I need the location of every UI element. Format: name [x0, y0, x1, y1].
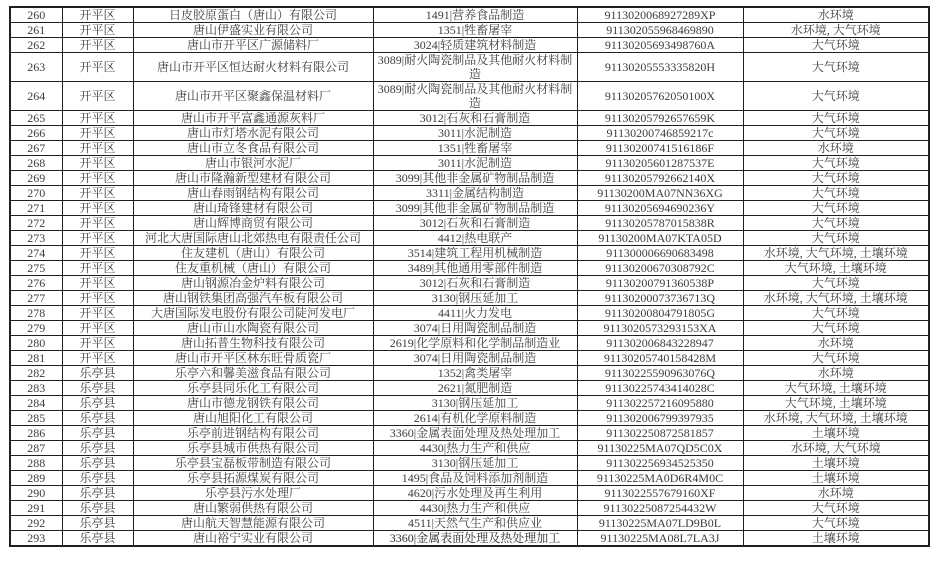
- company-name: 乐亭县城市供热有限公司: [133, 441, 373, 456]
- company-name: 住友重机械（唐山）有限公司: [133, 261, 373, 276]
- industry: 3360|金属表面处理及热处理加工: [373, 426, 577, 441]
- industry: 1495|食品及饲料添加剂制造: [373, 471, 577, 486]
- row-number: 273: [10, 231, 62, 246]
- env-category: 大气环境: [743, 216, 929, 231]
- env-category: 水环境: [743, 141, 929, 156]
- industry: 2621|氮肥制造: [373, 381, 577, 396]
- credit-code: 91130225MA07QD5C0X: [577, 441, 743, 456]
- env-category: 大气环境: [743, 171, 929, 186]
- credit-code: 911300006690683498: [577, 246, 743, 261]
- table-row: [10, 426, 929, 441]
- env-category: 大气环境: [743, 351, 929, 366]
- table-row: [10, 396, 929, 411]
- table-row: [10, 141, 929, 156]
- district: 开平区: [62, 53, 133, 82]
- table-row: [10, 82, 929, 111]
- district: 开平区: [62, 156, 133, 171]
- table-row: [10, 53, 929, 82]
- district: 开平区: [62, 231, 133, 246]
- table-row: [10, 111, 929, 126]
- env-category: 大气环境, 土壤环境: [743, 396, 929, 411]
- district: 乐亭县: [62, 396, 133, 411]
- table-row: [10, 126, 929, 141]
- company-name: 唐山旭阳化工有限公司: [133, 411, 373, 426]
- row-number: 270: [10, 186, 62, 201]
- company-name: 住友建机（唐山）有限公司: [133, 246, 373, 261]
- env-category: 大气环境: [743, 156, 929, 171]
- credit-code: 91130200670308792C: [577, 261, 743, 276]
- row-number: 274: [10, 246, 62, 261]
- credit-code: 91130225MA07LD9B0L: [577, 516, 743, 531]
- table-row: [10, 276, 929, 291]
- company-name: 大唐国际发电股份有限公司陡河发电厂: [133, 306, 373, 321]
- industry: 3024|轻质建筑材料制造: [373, 38, 577, 53]
- row-number: 264: [10, 82, 62, 111]
- env-category: 水环境, 大气环境, 土壤环境: [743, 291, 929, 306]
- company-name: 日皮胶原蛋白（唐山）有限公司: [133, 7, 373, 23]
- table-row: [10, 456, 929, 471]
- industry: 3130|钢压延加工: [373, 456, 577, 471]
- credit-code: 9113020068927289XP: [577, 7, 743, 23]
- credit-code: 91130205694690236Y: [577, 201, 743, 216]
- company-name: 唐山繁弱供热有限公司: [133, 501, 373, 516]
- table-row: [10, 291, 929, 306]
- row-number: 268: [10, 156, 62, 171]
- district: 开平区: [62, 336, 133, 351]
- district: 乐亭县: [62, 366, 133, 381]
- credit-code: 91130225743414028C: [577, 381, 743, 396]
- env-category: 水环境, 大气环境, 土壤环境: [743, 411, 929, 426]
- table-row: [10, 7, 929, 23]
- env-category: 水环境: [743, 366, 929, 381]
- credit-code: 91130200804791805G: [577, 306, 743, 321]
- industry: 3311|金属结构制造: [373, 186, 577, 201]
- company-name: 乐亭六和馨美滋食品有限公司: [133, 366, 373, 381]
- district: 乐亭县: [62, 501, 133, 516]
- credit-code: 91130205787015838R: [577, 216, 743, 231]
- table-row: [10, 486, 929, 501]
- credit-code: 91130225MA0D6R4M0C: [577, 471, 743, 486]
- company-name: 唐山市开平区恒达耐火材料有限公司: [133, 53, 373, 82]
- company-name: 唐山市开平区广源储料厂: [133, 38, 373, 53]
- company-name: 乐亭前进钢结构有限公司: [133, 426, 373, 441]
- row-number: 276: [10, 276, 62, 291]
- row-number: 290: [10, 486, 62, 501]
- env-category: 大气环境: [743, 501, 929, 516]
- credit-code: 9113022557679160XF: [577, 486, 743, 501]
- district: 乐亭县: [62, 471, 133, 486]
- district: 乐亭县: [62, 411, 133, 426]
- industry: 3011|水泥制造: [373, 156, 577, 171]
- credit-code: 91130205762050100X: [577, 82, 743, 111]
- industry: 4411|火力发电: [373, 306, 577, 321]
- industry: 3011|水泥制造: [373, 126, 577, 141]
- company-name: 唐山市立冬食品有限公司: [133, 141, 373, 156]
- company-name: 唐山拓普生物科技有限公司: [133, 336, 373, 351]
- row-number: 271: [10, 201, 62, 216]
- row-number: 292: [10, 516, 62, 531]
- table-row: [10, 186, 929, 201]
- table-row: [10, 261, 929, 276]
- env-category: 大气环境, 土壤环境: [743, 381, 929, 396]
- company-name: 乐亭县同乐化工有限公司: [133, 381, 373, 396]
- env-category: 土壤环境: [743, 456, 929, 471]
- industry: 1352|禽类屠宰: [373, 366, 577, 381]
- env-category: 水环境, 大气环境: [743, 23, 929, 38]
- table-row: [10, 531, 929, 547]
- table-row: [10, 321, 929, 336]
- credit-code: 91130200MA07NN36XG: [577, 186, 743, 201]
- env-category: 大气环境: [743, 82, 929, 111]
- company-name: 乐亭县宝磊板带制造有限公司: [133, 456, 373, 471]
- env-category: 土壤环境: [743, 426, 929, 441]
- env-category: 大气环境: [743, 231, 929, 246]
- env-category: 水环境: [743, 7, 929, 23]
- company-name: 乐亭县拓源煤炭有限公司: [133, 471, 373, 486]
- district: 乐亭县: [62, 426, 133, 441]
- table-row: [10, 23, 929, 38]
- district: 开平区: [62, 126, 133, 141]
- table-row: [10, 246, 929, 261]
- table-row: [10, 336, 929, 351]
- table-row: [10, 231, 929, 246]
- env-category: 大气环境: [743, 186, 929, 201]
- table-row: [10, 306, 929, 321]
- company-name: 唐山裕宁实业有限公司: [133, 531, 373, 547]
- env-category: 土壤环境: [743, 531, 929, 547]
- company-name: 唐山春雨钢结构有限公司: [133, 186, 373, 201]
- row-number: 261: [10, 23, 62, 38]
- district: 开平区: [62, 23, 133, 38]
- credit-code: 91130205553335820H: [577, 53, 743, 82]
- row-number: 282: [10, 366, 62, 381]
- row-number: 275: [10, 261, 62, 276]
- district: 乐亭县: [62, 516, 133, 531]
- table-row: [10, 216, 929, 231]
- row-number: 293: [10, 531, 62, 547]
- row-number: 289: [10, 471, 62, 486]
- district: 开平区: [62, 7, 133, 23]
- industry: 3360|金属表面处理及热处理加工: [373, 531, 577, 547]
- industry: 1351|牲畜屠宰: [373, 141, 577, 156]
- env-category: 水环境: [743, 336, 929, 351]
- credit-code: 91130200741516186F: [577, 141, 743, 156]
- district: 乐亭县: [62, 381, 133, 396]
- table-row: [10, 411, 929, 426]
- env-category: 土壤环境: [743, 471, 929, 486]
- district: 开平区: [62, 201, 133, 216]
- industry: 3099|其他非金属矿物制品制造: [373, 201, 577, 216]
- company-table: [9, 6, 930, 547]
- table-row: [10, 366, 929, 381]
- row-number: 285: [10, 411, 62, 426]
- industry: 2619|化学原料和化学制品制造业: [373, 336, 577, 351]
- credit-code: 911302256934525350: [577, 456, 743, 471]
- row-number: 272: [10, 216, 62, 231]
- credit-code: 911302006843228947: [577, 336, 743, 351]
- district: 开平区: [62, 82, 133, 111]
- table-row: [10, 471, 929, 486]
- industry: 3012|石灰和石膏制造: [373, 111, 577, 126]
- district: 开平区: [62, 246, 133, 261]
- company-name: 唐山市开平区聚鑫保温材料厂: [133, 82, 373, 111]
- industry: 4620|污水处理及再生利用: [373, 486, 577, 501]
- industry: 4430|热力生产和供应: [373, 501, 577, 516]
- industry: 3074|日用陶瓷制品制造: [373, 321, 577, 336]
- credit-code: 911302257216095880: [577, 396, 743, 411]
- credit-code: 91130205740158428M: [577, 351, 743, 366]
- row-number: 265: [10, 111, 62, 126]
- company-name: 唐山市山水陶瓷有限公司: [133, 321, 373, 336]
- credit-code: 91130205792657659K: [577, 111, 743, 126]
- district: 乐亭县: [62, 456, 133, 471]
- env-category: 大气环境: [743, 321, 929, 336]
- credit-code: 91130205693498760A: [577, 38, 743, 53]
- district: 开平区: [62, 141, 133, 156]
- district: 开平区: [62, 171, 133, 186]
- district: 开平区: [62, 186, 133, 201]
- env-category: 水环境, 大气环境: [743, 441, 929, 456]
- credit-code: 911302055968469890: [577, 23, 743, 38]
- row-number: 262: [10, 38, 62, 53]
- credit-code: 91130225087254432W: [577, 501, 743, 516]
- row-number: 266: [10, 126, 62, 141]
- row-number: 284: [10, 396, 62, 411]
- credit-code: 91130205601287537E: [577, 156, 743, 171]
- env-category: 大气环境: [743, 201, 929, 216]
- industry: 4511|天然气生产和供应业: [373, 516, 577, 531]
- row-number: 291: [10, 501, 62, 516]
- company-name: 唐山市隆瀚新型建材有限公司: [133, 171, 373, 186]
- env-category: 大气环境: [743, 516, 929, 531]
- company-name: 河北大唐国际唐山北郊热电有限责任公司: [133, 231, 373, 246]
- company-name: 唐山市开平富鑫通源灰料厂: [133, 111, 373, 126]
- credit-code: 91130200746859217c: [577, 126, 743, 141]
- district: 乐亭县: [62, 486, 133, 501]
- env-category: 大气环境, 土壤环境: [743, 261, 929, 276]
- table-row: [10, 171, 929, 186]
- row-number: 283: [10, 381, 62, 396]
- district: 乐亭县: [62, 531, 133, 547]
- row-number: 267: [10, 141, 62, 156]
- document-page: [9, 6, 937, 547]
- industry: 3099|其他非金属矿物制品制造: [373, 171, 577, 186]
- industry: 3074|日用陶瓷制品制造: [373, 351, 577, 366]
- env-category: 水环境, 大气环境, 土壤环境: [743, 246, 929, 261]
- table-row: [10, 156, 929, 171]
- env-category: 大气环境: [743, 38, 929, 53]
- industry: 3514|建筑工程用机械制造: [373, 246, 577, 261]
- industry: 1351|牲畜屠宰: [373, 23, 577, 38]
- industry: 4430|热力生产和供应: [373, 441, 577, 456]
- row-number: 269: [10, 171, 62, 186]
- credit-code: 91130200MA07KTA05D: [577, 231, 743, 246]
- row-number: 260: [10, 7, 62, 23]
- table-row: [10, 501, 929, 516]
- row-number: 281: [10, 351, 62, 366]
- district: 开平区: [62, 351, 133, 366]
- table-row: [10, 516, 929, 531]
- table-row: [10, 441, 929, 456]
- industry: 3012|石灰和石膏制造: [373, 276, 577, 291]
- company-name: 唐山市银河水泥厂: [133, 156, 373, 171]
- credit-code: 9113020573293153XA: [577, 321, 743, 336]
- district: 开平区: [62, 291, 133, 306]
- credit-code: 911302250872581857: [577, 426, 743, 441]
- table-row: [10, 201, 929, 216]
- district: 开平区: [62, 38, 133, 53]
- industry: 2614|有机化学原料制造: [373, 411, 577, 426]
- row-number: 280: [10, 336, 62, 351]
- company-name: 乐亭县污水处理厂: [133, 486, 373, 501]
- industry: 3489|其他通用零部件制造: [373, 261, 577, 276]
- industry: 3089|耐火陶瓷制品及其他耐火材料制造: [373, 82, 577, 111]
- company-name: 唐山辉博商贸有限公司: [133, 216, 373, 231]
- row-number: 278: [10, 306, 62, 321]
- row-number: 277: [10, 291, 62, 306]
- company-name: 唐山航天智慧能源有限公司: [133, 516, 373, 531]
- company-name: 唐山琦锋建材有限公司: [133, 201, 373, 216]
- industry: 3130|钢压延加工: [373, 291, 577, 306]
- company-name: 唐山市德龙钢铁有限公司: [133, 396, 373, 411]
- district: 开平区: [62, 321, 133, 336]
- env-category: 大气环境: [743, 111, 929, 126]
- row-number: 263: [10, 53, 62, 82]
- table-row: [10, 381, 929, 396]
- company-name: 唐山市开平区林东旺骨质瓷厂: [133, 351, 373, 366]
- credit-code: 91130225590963076Q: [577, 366, 743, 381]
- industry: 3089|耐火陶瓷制品及其他耐火材料制造: [373, 53, 577, 82]
- industry: 1491|营养食品制造: [373, 7, 577, 23]
- company-name: 唐山钢源冶金炉料有限公司: [133, 276, 373, 291]
- row-number: 279: [10, 321, 62, 336]
- row-number: 286: [10, 426, 62, 441]
- credit-code: 91130200073736713Q: [577, 291, 743, 306]
- env-category: 大气环境: [743, 53, 929, 82]
- table-row: [10, 351, 929, 366]
- industry: 3012|石灰和石膏制造: [373, 216, 577, 231]
- credit-code: 91130205792662140X: [577, 171, 743, 186]
- credit-code: 91130225MA08L7LA3J: [577, 531, 743, 547]
- env-category: 大气环境: [743, 306, 929, 321]
- table-row: [10, 38, 929, 53]
- credit-code: 91130200791360538P: [577, 276, 743, 291]
- industry: 4412|热电联产: [373, 231, 577, 246]
- env-category: 水环境: [743, 486, 929, 501]
- env-category: 大气环境: [743, 126, 929, 141]
- company-name: 唐山伊盛实业有限公司: [133, 23, 373, 38]
- industry: 3130|钢压延加工: [373, 396, 577, 411]
- district: 乐亭县: [62, 441, 133, 456]
- company-name: 唐山市灯塔水泥有限公司: [133, 126, 373, 141]
- row-number: 288: [10, 456, 62, 471]
- env-category: 大气环境: [743, 276, 929, 291]
- company-name: 唐山钢铁集团高强汽车板有限公司: [133, 291, 373, 306]
- credit-code: 911302006799397935: [577, 411, 743, 426]
- district: 开平区: [62, 111, 133, 126]
- row-number: 287: [10, 441, 62, 456]
- district: 开平区: [62, 261, 133, 276]
- district: 开平区: [62, 216, 133, 231]
- district: 开平区: [62, 276, 133, 291]
- district: 开平区: [62, 306, 133, 321]
- table-body: [10, 7, 929, 546]
